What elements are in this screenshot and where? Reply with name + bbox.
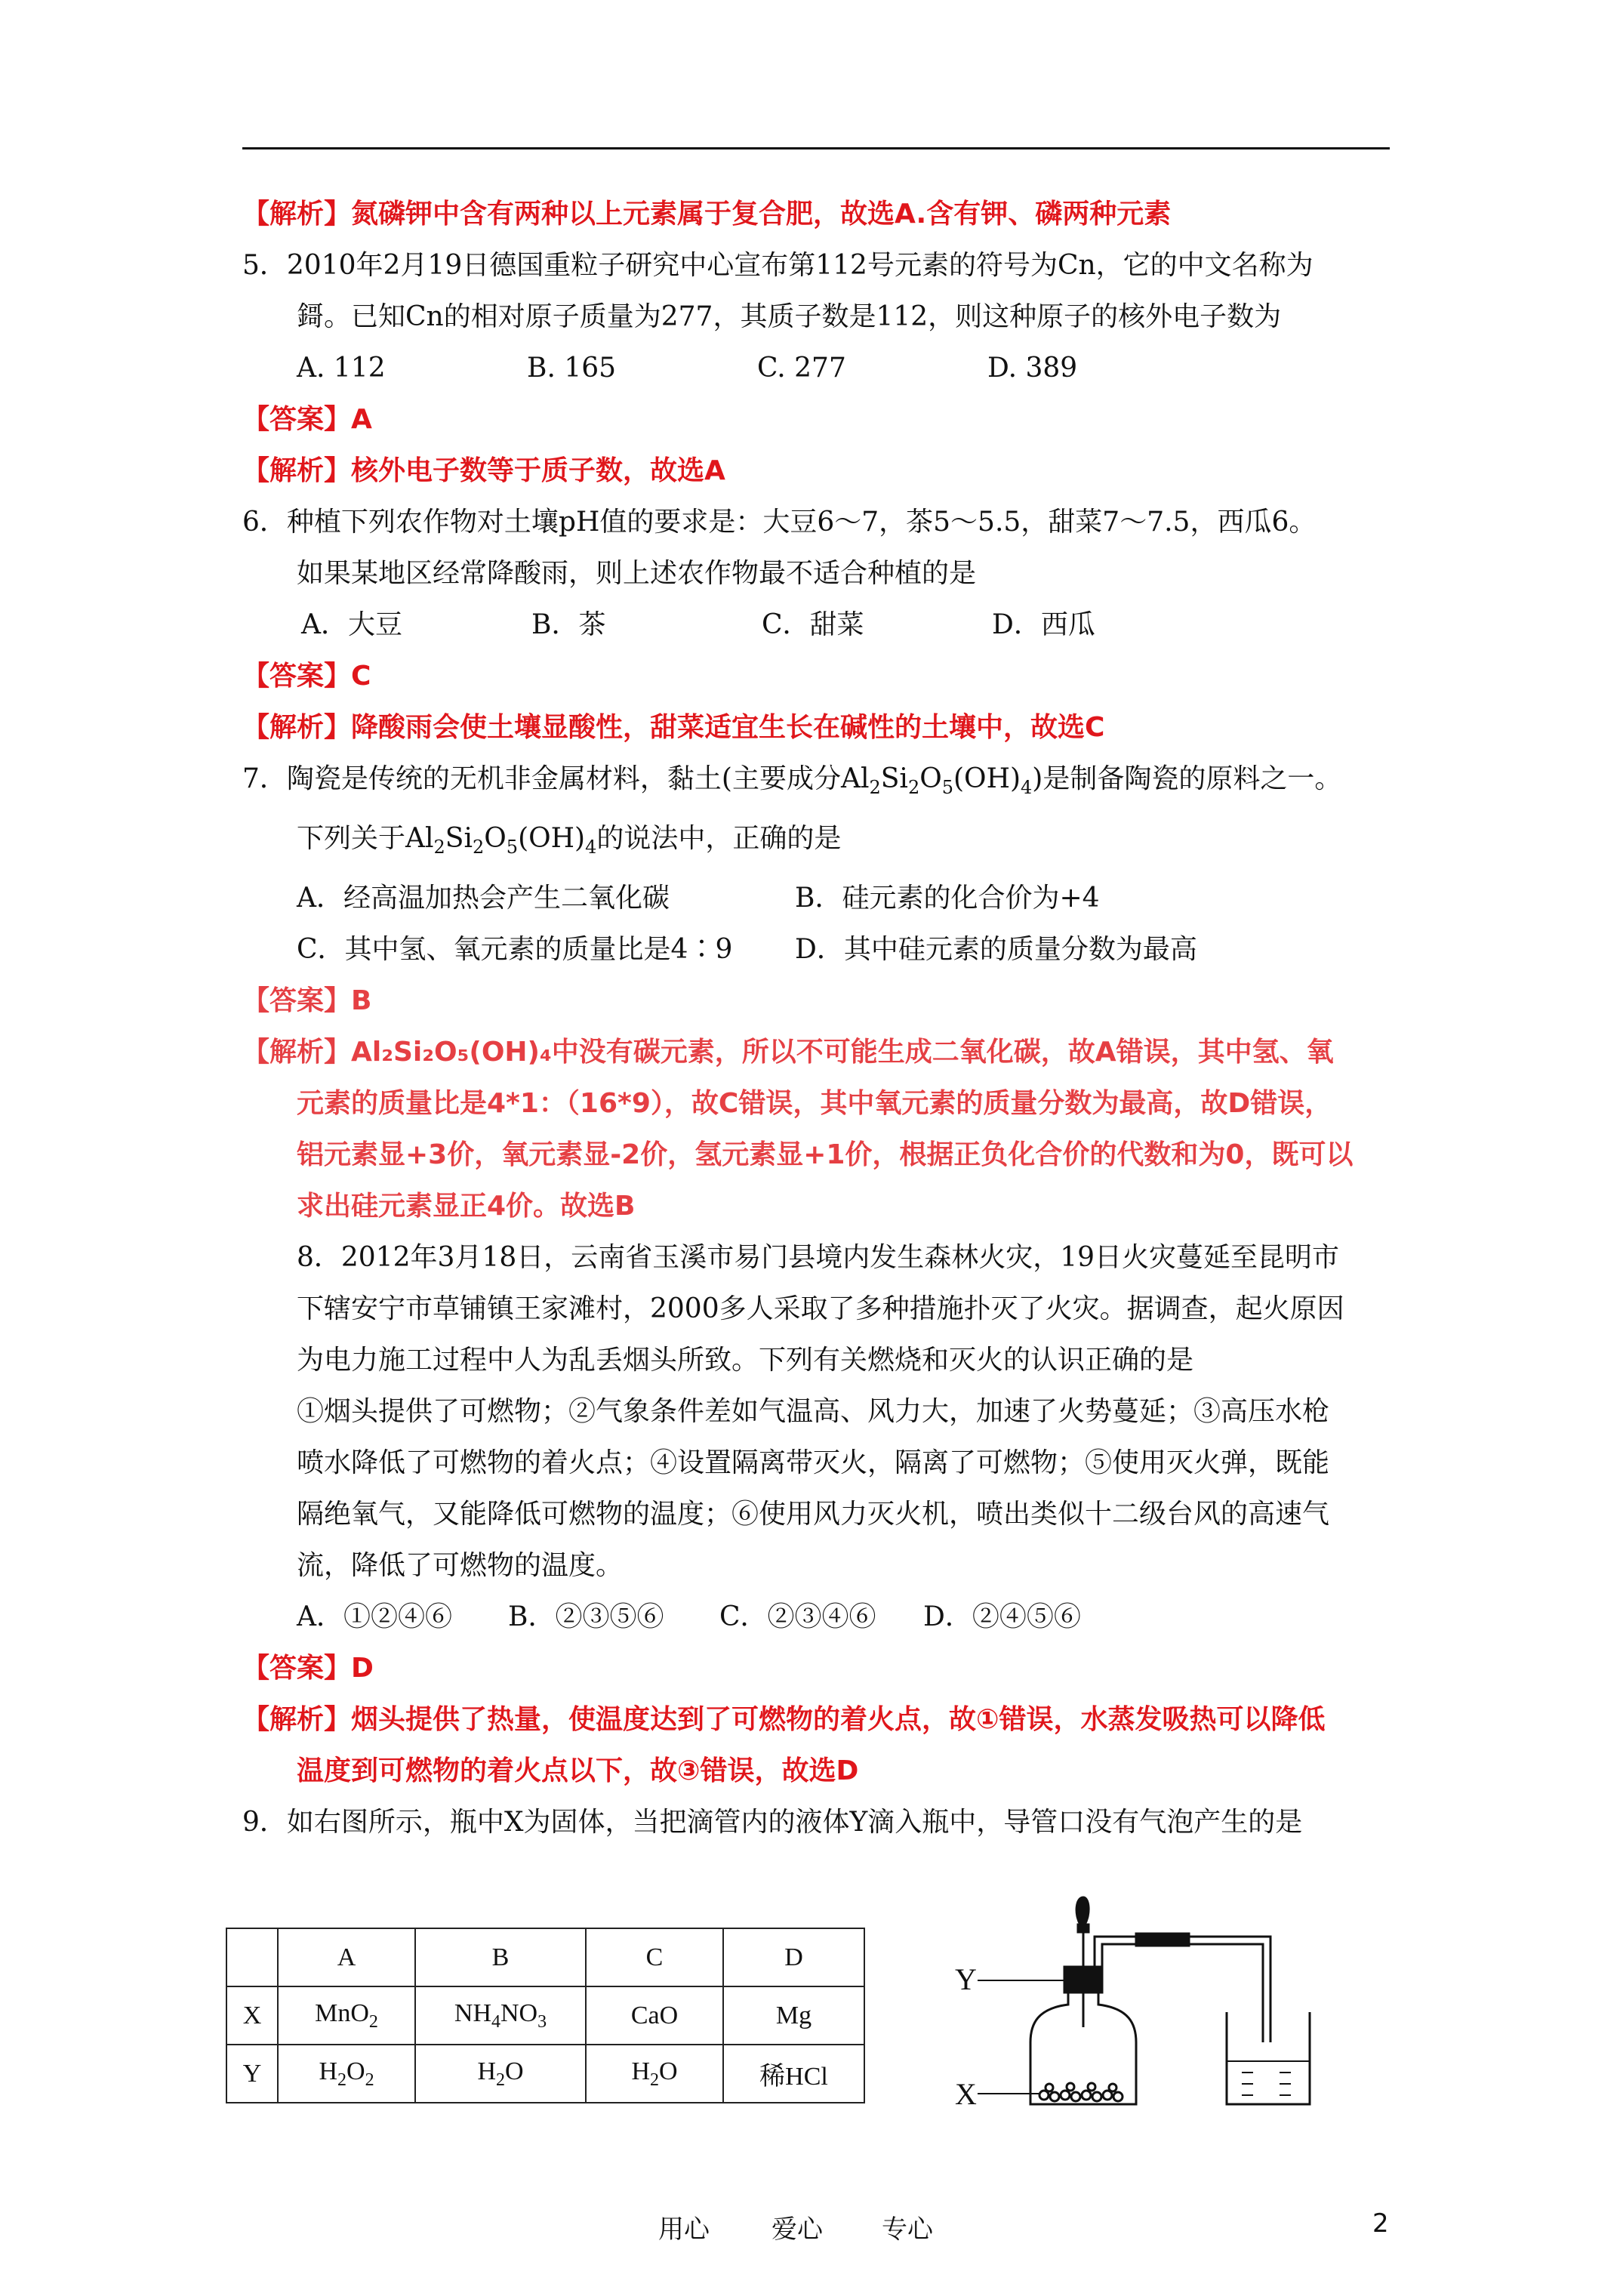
- q6-option-c: C．甜菜: [762, 609, 864, 640]
- q7-answer: 【答案】B: [242, 985, 372, 1017]
- q8-stem-line-6: 隔绝氧气，又能降低可燃物的温度；⑥使用风力灭火机，喷出类似十二级台风的高速气: [297, 1499, 1330, 1530]
- footer-left: 用心: [658, 2214, 710, 2245]
- q5-answer: 【答案】A: [242, 404, 372, 435]
- q7-option-c: C．其中氢、氧元素的质量比是4∶9: [297, 934, 733, 966]
- stopper: [1064, 1967, 1102, 1992]
- q9-table: [226, 1928, 865, 2103]
- delivery-tube: [1095, 1937, 1270, 2042]
- rubber-connector: [1136, 1934, 1189, 1946]
- q8-analysis-line-1: 【解析】烟头提供了热量，使温度达到了可燃物的着火点，故①错误，水蒸发吸热可以降低: [242, 1704, 1326, 1736]
- footer-right: 专心: [882, 2214, 933, 2245]
- q5-option-a: A. 112: [297, 353, 386, 384]
- q8-stem-line-7: 流，降低了可燃物的温度。: [297, 1550, 624, 1582]
- q7-options-row-1: [242, 873, 1397, 924]
- q7-option-d: D．其中硅元素的质量分数为最高: [795, 934, 1197, 966]
- q5-stem-line-2: 鎶。已知Cn的相对原子质量为277，其质子数是112，则这种原子的核外电子数为: [297, 301, 1282, 332]
- q8-stem-line-2: 下辖安宁市草铺镇王家滩村，2000多人采取了多种措施扑灭了火灾。据调查，起火原因: [297, 1293, 1344, 1325]
- q6-option-a: A．大豆: [301, 609, 402, 640]
- q5-stem-line-1: 5．2010年2月19日德国重粒子研究中心宣布第112号元素的符号为Cn，它的中文名称为: [242, 250, 1313, 281]
- q5-options: [242, 343, 1397, 394]
- q7-option-b: B．硅元素的化合价为+4: [795, 883, 1100, 914]
- q7-analysis-line-4: 求出硅元素显正4价。故选B: [297, 1191, 636, 1222]
- q7-analysis-line-3: 铝元素显+3价，氧元素显-2价，氢元素显+1价，根据正负化合价的代数和为0，既可以: [297, 1139, 1354, 1171]
- q8-stem-line-4: ①烟头提供了可燃物；②气象条件差如气温高、风力大，加速了火势蔓延；③高压水枪: [297, 1396, 1330, 1428]
- q8-stem-line-5: 喷水降低了可燃物的着火点；④设置隔离带灭火，隔离了可燃物；⑤使用灭火弹，既能: [297, 1447, 1330, 1479]
- q6-option-b: B．茶: [531, 609, 606, 640]
- q8-stem-line-1: 8．2012年3月18日，云南省玉溪市易门县境内发生森林火灾，19日火灾蔓延至昆明市: [297, 1242, 1340, 1274]
- table-row-y: Y $H_2O_2$ $H_2O$ $H_2O$ 稀HCl: [226, 2045, 864, 2103]
- column-a-header: A: [278, 1928, 415, 1986]
- table-row-x: X MnO$_2$ $NH_4NO_3$ CaO Mg: [226, 1986, 864, 2045]
- q7-options-row-2: [242, 924, 1397, 975]
- q6-options: [242, 599, 1397, 651]
- beaker: [1227, 2012, 1310, 2104]
- solid-x: [1039, 2083, 1123, 2101]
- page-content: [242, 189, 1397, 1848]
- q8-answer: 【答案】D: [242, 1653, 374, 1684]
- q7-stem-line-2: 下列关于$Al_2Si_2O_5(OH)_4$的说法中，正确的是: [297, 823, 842, 858]
- dropper-bulb: [1076, 1897, 1089, 1925]
- q6-option-d: D．西瓜: [992, 609, 1095, 640]
- q6-analysis: 【解析】降酸雨会使土壤显酸性，甜菜适宜生长在碱性的土壤中，故选C: [242, 712, 1105, 743]
- q4-analysis: 【解析】氮磷钾中含有两种以上元素属于复合肥，故选A.含有钾、磷两种元素: [242, 199, 1172, 230]
- q8-option-b: B．②③⑤⑥: [508, 1601, 664, 1633]
- footer-mid: 爱心: [771, 2214, 823, 2245]
- q5-option-c: C. 277: [757, 353, 846, 384]
- q7-stem-line-1: 7．陶瓷是传统的无机非金属材料，黏土(主要成分$Al_2Si_2O_5(OH)_4$)是制备陶瓷的原料之一。: [242, 763, 1342, 799]
- q8-options: [242, 1592, 1397, 1643]
- q5-option-d: D. 389: [987, 353, 1078, 384]
- flask-apparatus-diagram: [955, 1891, 1408, 2118]
- table-header-row: [226, 1928, 864, 1986]
- q8-option-c: C．②③④⑥: [719, 1601, 876, 1633]
- q8-analysis-line-2: 温度到可燃物的着火点以下，故③错误，故选D: [297, 1755, 859, 1787]
- label-x: X: [955, 2077, 977, 2111]
- q6-stem-line-2: 如果某地区经常降酸雨，则上述农作物最不适合种植的是: [297, 558, 977, 589]
- label-y: Y: [955, 1962, 977, 1996]
- column-b-header: B: [415, 1928, 586, 1986]
- q8-option-d: D．②④⑤⑥: [923, 1601, 1081, 1633]
- header-rule: [242, 147, 1390, 149]
- column-c-header: C: [586, 1928, 723, 1986]
- q9-stem: 9．如右图所示，瓶中X为固体，当把滴管内的液体Y滴入瓶中，导管口没有气泡产生的是: [242, 1807, 1303, 1838]
- q7-analysis-line-1: 【解析】Al₂Si₂O₅(OH)₄中没有碳元素，所以不可能生成二氧化碳，故A错误，其中氢、氧: [242, 1037, 1334, 1068]
- q7-option-a: A．经高温加热会产生二氧化碳: [297, 883, 670, 914]
- q8-option-a: A．①②④⑥: [297, 1601, 452, 1633]
- q6-answer: 【答案】C: [242, 661, 371, 692]
- q5-analysis: 【解析】核外电子数等于质子数，故选A: [242, 455, 725, 486]
- page-number: 2: [1372, 2208, 1389, 2239]
- q6-stem-line-1: 6．种植下列农作物对土壤pH值的要求是：大豆6～7，茶5～5.5，甜菜7～7.5，西瓜6。: [242, 507, 1317, 538]
- column-d-header: D: [723, 1928, 864, 1986]
- q7-analysis-line-2: 元素的质量比是4*1：（16*9），故C错误，其中氧元素的质量分数为最高，故D错误，: [297, 1088, 1332, 1120]
- q5-option-b: B. 165: [527, 353, 617, 384]
- q8-stem-line-3: 为电力施工过程中人为乱丢烟头所致。下列有关燃烧和灭火的认识正确的是: [297, 1345, 1194, 1376]
